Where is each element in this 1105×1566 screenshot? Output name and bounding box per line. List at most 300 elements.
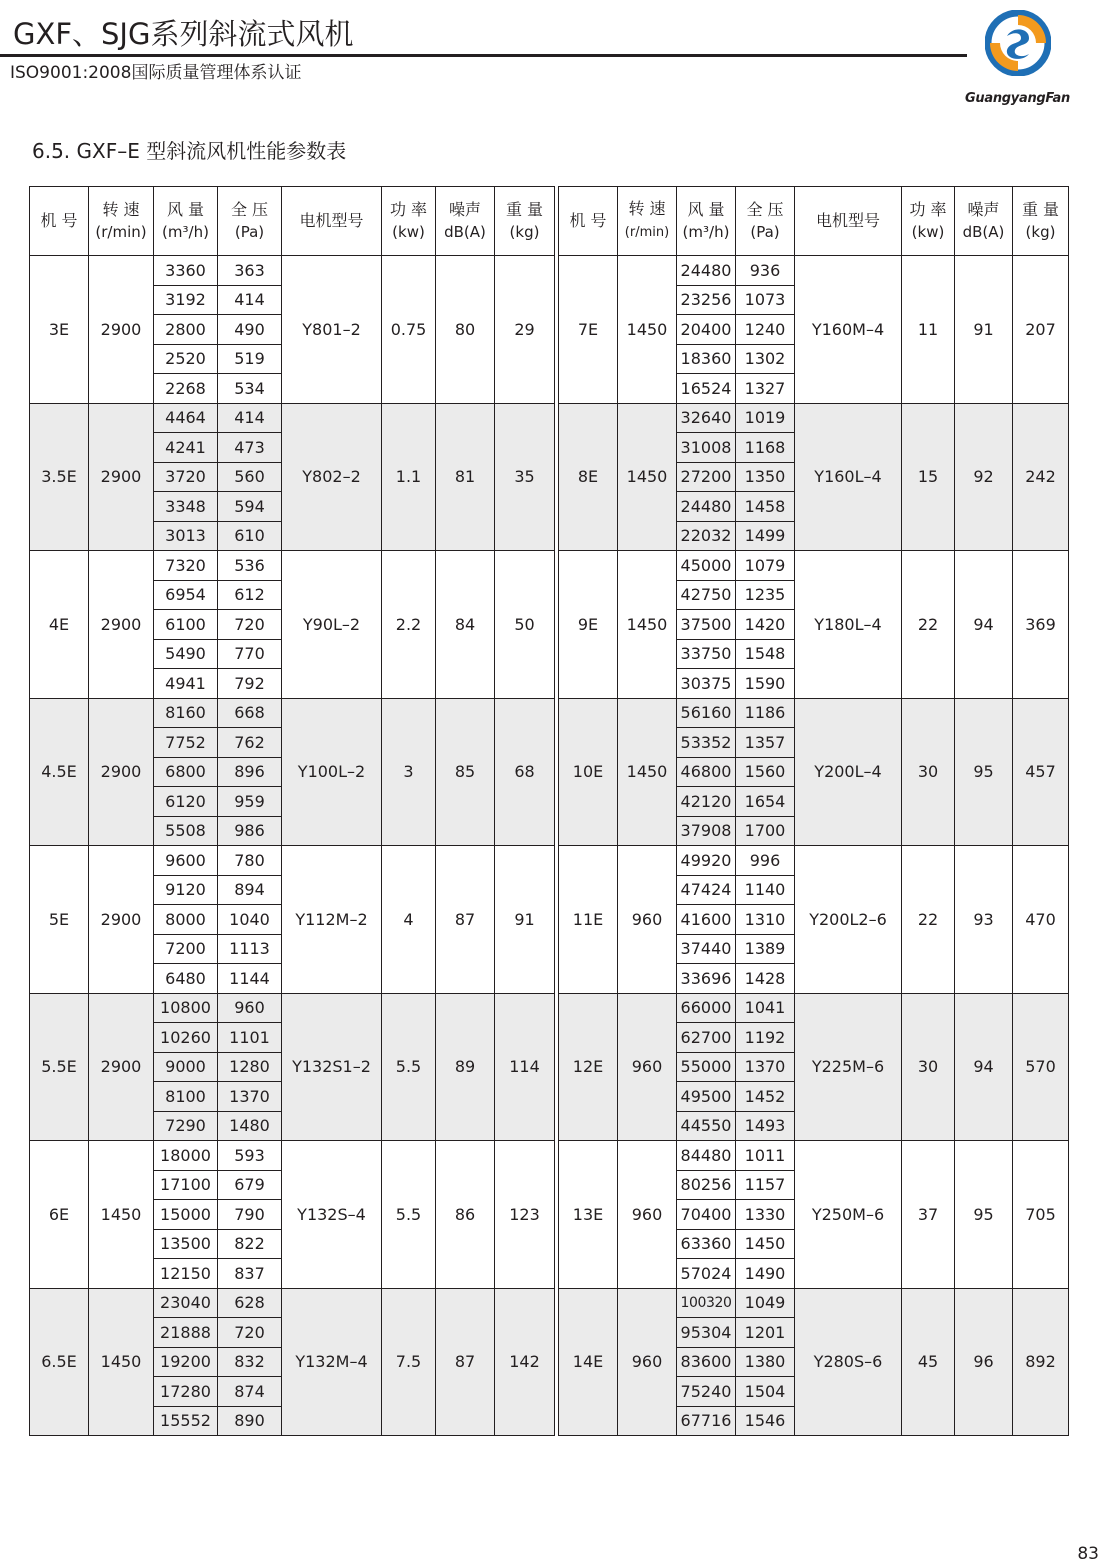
airflow-cell: 9000	[154, 1052, 218, 1082]
airflow-cell: 6954	[154, 580, 218, 610]
motor-model-cell: Y112M–2	[282, 846, 382, 994]
pressure-cell: 780	[218, 846, 282, 876]
airflow-cell: 3720	[154, 462, 218, 492]
airflow-cell: 49920	[677, 846, 736, 876]
table-row	[30, 846, 555, 876]
pressure-cell: 1654	[736, 787, 795, 817]
document-title: GXF、SJG系列斜流式风机	[13, 17, 354, 51]
pressure-cell: 1302	[736, 344, 795, 374]
table-row	[559, 1288, 1069, 1318]
airflow-cell: 7290	[154, 1111, 218, 1141]
pressure-cell: 1480	[218, 1111, 282, 1141]
pressure-cell: 1490	[736, 1259, 795, 1289]
table-row	[559, 1141, 1069, 1171]
motor-model-cell: Y225M–6	[795, 993, 902, 1141]
airflow-cell: 66000	[677, 993, 736, 1023]
pressure-cell: 890	[218, 1406, 282, 1436]
speed-cell: 960	[618, 846, 677, 994]
right-table-panel	[558, 186, 1069, 1436]
pressure-cell: 1140	[736, 875, 795, 905]
pressure-cell: 896	[218, 757, 282, 787]
airflow-cell: 20400	[677, 315, 736, 345]
airflow-cell: 18360	[677, 344, 736, 374]
pressure-cell: 593	[218, 1141, 282, 1171]
pressure-cell: 610	[218, 521, 282, 551]
table-row	[30, 1141, 555, 1171]
airflow-cell: 4464	[154, 403, 218, 433]
col-noise: 噪声 dB(A)	[955, 187, 1013, 256]
pressure-cell: 936	[736, 256, 795, 286]
col-power: 功 率 (kw)	[382, 187, 436, 256]
pressure-cell: 1504	[736, 1377, 795, 1407]
airflow-cell: 8100	[154, 1082, 218, 1112]
speed-cell: 2900	[89, 256, 154, 404]
pressure-cell: 959	[218, 787, 282, 817]
machine-no-cell: 5E	[30, 846, 89, 994]
airflow-cell: 7320	[154, 551, 218, 581]
airflow-cell: 16524	[677, 374, 736, 404]
motor-model-cell: Y100L–2	[282, 698, 382, 846]
pressure-cell: 837	[218, 1259, 282, 1289]
weight-cell: 457	[1013, 698, 1069, 846]
motor-model-cell: Y801–2	[282, 256, 382, 404]
airflow-cell: 23040	[154, 1288, 218, 1318]
pressure-cell: 1452	[736, 1082, 795, 1112]
pressure-cell: 762	[218, 728, 282, 758]
airflow-cell: 53352	[677, 728, 736, 758]
machine-no-cell: 6.5E	[30, 1288, 89, 1436]
noise-cell: 86	[436, 1141, 495, 1289]
power-cell: 4	[382, 846, 436, 994]
pressure-cell: 668	[218, 698, 282, 728]
airflow-cell: 30375	[677, 669, 736, 699]
airflow-cell: 80256	[677, 1170, 736, 1200]
machine-no-cell: 5.5E	[30, 993, 89, 1141]
airflow-cell: 10260	[154, 1023, 218, 1053]
motor-model-cell: Y160L–4	[795, 403, 902, 551]
weight-cell: 142	[495, 1288, 555, 1436]
power-cell: 7.5	[382, 1288, 436, 1436]
airflow-cell: 56160	[677, 698, 736, 728]
weight-cell: 207	[1013, 256, 1069, 404]
machine-no-cell: 6E	[30, 1141, 89, 1289]
airflow-cell: 22032	[677, 521, 736, 551]
airflow-cell: 21888	[154, 1318, 218, 1348]
table-row	[30, 698, 555, 728]
speed-cell: 1450	[618, 551, 677, 699]
pressure-cell: 1590	[736, 669, 795, 699]
col-weight: 重 量 (kg)	[1013, 187, 1069, 256]
pressure-cell: 1380	[736, 1347, 795, 1377]
col-noise: 噪声 dB(A)	[436, 187, 495, 256]
table-row	[559, 551, 1069, 581]
speed-cell: 2900	[89, 551, 154, 699]
pressure-cell: 1499	[736, 521, 795, 551]
pressure-cell: 1350	[736, 462, 795, 492]
speed-cell: 1450	[618, 698, 677, 846]
table-row	[559, 256, 1069, 286]
pressure-cell: 1041	[736, 993, 795, 1023]
pressure-cell: 832	[218, 1347, 282, 1377]
machine-no-cell: 13E	[559, 1141, 618, 1289]
airflow-cell: 2268	[154, 374, 218, 404]
airflow-cell: 3013	[154, 521, 218, 551]
noise-cell: 80	[436, 256, 495, 404]
noise-cell: 95	[955, 698, 1013, 846]
pressure-cell: 414	[218, 403, 282, 433]
airflow-cell: 17280	[154, 1377, 218, 1407]
power-cell: 22	[902, 846, 955, 994]
pressure-cell: 1327	[736, 374, 795, 404]
machine-no-cell: 10E	[559, 698, 618, 846]
airflow-cell: 4941	[154, 669, 218, 699]
pressure-cell: 560	[218, 462, 282, 492]
pressure-cell: 1079	[736, 551, 795, 581]
col-airflow: 风 量 (m³/h)	[154, 187, 218, 256]
weight-cell: 35	[495, 403, 555, 551]
col-machine-no: 机 号	[30, 187, 89, 256]
pressure-cell: 1330	[736, 1200, 795, 1230]
pressure-cell: 628	[218, 1288, 282, 1318]
speed-cell: 2900	[89, 993, 154, 1141]
right-table-body	[559, 256, 1069, 1436]
motor-model-cell: Y90L–2	[282, 551, 382, 699]
motor-model-cell: Y132S1–2	[282, 993, 382, 1141]
table-row	[30, 403, 555, 433]
noise-cell: 92	[955, 403, 1013, 551]
machine-no-cell: 7E	[559, 256, 618, 404]
col-pressure: 全 压 (Pa)	[218, 187, 282, 256]
airflow-cell: 3348	[154, 492, 218, 522]
col-speed: 转 速 (r/min)	[618, 187, 677, 256]
weight-cell: 242	[1013, 403, 1069, 551]
airflow-cell: 8160	[154, 698, 218, 728]
motor-model-cell: Y132S–4	[282, 1141, 382, 1289]
pressure-cell: 1280	[218, 1052, 282, 1082]
right-header-row	[559, 187, 1069, 256]
pressure-cell: 594	[218, 492, 282, 522]
company-logo	[955, 10, 1080, 105]
airflow-cell: 6800	[154, 757, 218, 787]
pressure-cell: 1186	[736, 698, 795, 728]
machine-no-cell: 3E	[30, 256, 89, 404]
speed-cell: 1450	[618, 403, 677, 551]
page-number: 83	[1077, 1544, 1099, 1564]
pressure-cell: 519	[218, 344, 282, 374]
airflow-cell: 13500	[154, 1229, 218, 1259]
certification-subtitle: ISO9001:2008国际质量管理体系认证	[10, 63, 302, 83]
noise-cell: 87	[436, 846, 495, 994]
weight-cell: 123	[495, 1141, 555, 1289]
pressure-cell: 894	[218, 875, 282, 905]
machine-no-cell: 11E	[559, 846, 618, 994]
airflow-cell: 9120	[154, 875, 218, 905]
pressure-cell: 792	[218, 669, 282, 699]
airflow-cell: 63360	[677, 1229, 736, 1259]
airflow-cell: 32640	[677, 403, 736, 433]
airflow-cell: 7200	[154, 934, 218, 964]
power-cell: 2.2	[382, 551, 436, 699]
pressure-cell: 1011	[736, 1141, 795, 1171]
airflow-cell: 18000	[154, 1141, 218, 1171]
table-row	[559, 698, 1069, 728]
motor-model-cell: Y280S–6	[795, 1288, 902, 1436]
pressure-cell: 1019	[736, 403, 795, 433]
left-table-body	[30, 256, 555, 1436]
airflow-cell: 45000	[677, 551, 736, 581]
airflow-cell: 24480	[677, 492, 736, 522]
speed-cell: 1450	[89, 1141, 154, 1289]
noise-cell: 94	[955, 551, 1013, 699]
power-cell: 11	[902, 256, 955, 404]
pressure-cell: 1049	[736, 1288, 795, 1318]
power-cell: 3	[382, 698, 436, 846]
airflow-cell: 3360	[154, 256, 218, 286]
airflow-cell: 27200	[677, 462, 736, 492]
speed-cell: 2900	[89, 403, 154, 551]
pressure-cell: 1235	[736, 580, 795, 610]
left-table-panel	[29, 186, 555, 1436]
pressure-cell: 1168	[736, 433, 795, 463]
airflow-cell: 5508	[154, 816, 218, 846]
airflow-cell: 83600	[677, 1347, 736, 1377]
table-row	[559, 993, 1069, 1023]
machine-no-cell: 14E	[559, 1288, 618, 1436]
speed-cell: 960	[618, 1288, 677, 1436]
col-motor: 电机型号	[282, 187, 382, 256]
airflow-cell: 33750	[677, 639, 736, 669]
pressure-cell: 536	[218, 551, 282, 581]
motor-model-cell: Y180L–4	[795, 551, 902, 699]
weight-cell: 91	[495, 846, 555, 994]
power-cell: 37	[902, 1141, 955, 1289]
performance-table	[29, 186, 1068, 1437]
pressure-cell: 720	[218, 610, 282, 640]
airflow-cell: 19200	[154, 1347, 218, 1377]
motor-model-cell: Y200L–4	[795, 698, 902, 846]
power-cell: 15	[902, 403, 955, 551]
airflow-cell: 31008	[677, 433, 736, 463]
col-motor: 电机型号	[795, 187, 902, 256]
weight-cell: 29	[495, 256, 555, 404]
airflow-cell: 2800	[154, 315, 218, 345]
noise-cell: 94	[955, 993, 1013, 1141]
weight-cell: 570	[1013, 993, 1069, 1141]
airflow-cell: 2520	[154, 344, 218, 374]
airflow-cell: 37908	[677, 816, 736, 846]
pressure-cell: 720	[218, 1318, 282, 1348]
weight-cell: 114	[495, 993, 555, 1141]
speed-cell: 1450	[618, 256, 677, 404]
noise-cell: 96	[955, 1288, 1013, 1436]
table-row	[559, 846, 1069, 876]
airflow-cell: 84480	[677, 1141, 736, 1171]
weight-cell: 705	[1013, 1141, 1069, 1289]
pressure-cell: 986	[218, 816, 282, 846]
speed-cell: 2900	[89, 698, 154, 846]
pressure-cell: 1113	[218, 934, 282, 964]
pressure-cell: 1370	[736, 1052, 795, 1082]
motor-model-cell: Y160M–4	[795, 256, 902, 404]
weight-cell: 68	[495, 698, 555, 846]
airflow-cell: 4241	[154, 433, 218, 463]
airflow-cell: 6120	[154, 787, 218, 817]
airflow-cell: 67716	[677, 1406, 736, 1436]
pressure-cell: 1458	[736, 492, 795, 522]
airflow-cell: 12150	[154, 1259, 218, 1289]
col-speed: 转 速 (r/min)	[89, 187, 154, 256]
pressure-cell: 1493	[736, 1111, 795, 1141]
noise-cell: 85	[436, 698, 495, 846]
airflow-cell: 23256	[677, 285, 736, 315]
header-rule	[0, 54, 967, 57]
pressure-cell: 1040	[218, 905, 282, 935]
airflow-cell: 44550	[677, 1111, 736, 1141]
motor-model-cell: Y200L2–6	[795, 846, 902, 994]
airflow-cell: 57024	[677, 1259, 736, 1289]
machine-no-cell: 4.5E	[30, 698, 89, 846]
pressure-cell: 1370	[218, 1082, 282, 1112]
table-row	[30, 1288, 555, 1318]
power-cell: 22	[902, 551, 955, 699]
pressure-cell: 363	[218, 256, 282, 286]
weight-cell: 470	[1013, 846, 1069, 994]
machine-no-cell: 4E	[30, 551, 89, 699]
power-cell: 30	[902, 698, 955, 846]
table-row	[559, 403, 1069, 433]
noise-cell: 95	[955, 1141, 1013, 1289]
speed-cell: 2900	[89, 846, 154, 994]
pressure-cell: 490	[218, 315, 282, 345]
airflow-cell: 42750	[677, 580, 736, 610]
pressure-cell: 1700	[736, 816, 795, 846]
airflow-cell: 17100	[154, 1170, 218, 1200]
airflow-cell: 47424	[677, 875, 736, 905]
noise-cell: 93	[955, 846, 1013, 994]
noise-cell: 87	[436, 1288, 495, 1436]
airflow-cell: 8000	[154, 905, 218, 935]
power-cell: 30	[902, 993, 955, 1141]
pressure-cell: 1201	[736, 1318, 795, 1348]
pressure-cell: 1144	[218, 964, 282, 994]
col-airflow: 风 量 (m³/h)	[677, 187, 736, 256]
pressure-cell: 1548	[736, 639, 795, 669]
power-cell: 1.1	[382, 403, 436, 551]
noise-cell: 89	[436, 993, 495, 1141]
motor-model-cell: Y802–2	[282, 403, 382, 551]
power-cell: 5.5	[382, 993, 436, 1141]
swirl-logo-icon	[985, 10, 1051, 76]
pressure-cell: 1192	[736, 1023, 795, 1053]
col-machine-no: 机 号	[559, 187, 618, 256]
machine-no-cell: 3.5E	[30, 403, 89, 551]
col-weight: 重 量 (kg)	[495, 187, 555, 256]
power-cell: 0.75	[382, 256, 436, 404]
weight-cell: 369	[1013, 551, 1069, 699]
airflow-cell: 62700	[677, 1023, 736, 1053]
left-header-row	[30, 187, 555, 256]
power-cell: 45	[902, 1288, 955, 1436]
pressure-cell: 770	[218, 639, 282, 669]
pressure-cell: 1546	[736, 1406, 795, 1436]
pressure-cell: 1357	[736, 728, 795, 758]
pressure-cell: 534	[218, 374, 282, 404]
speed-cell: 960	[618, 1141, 677, 1289]
speed-cell: 1450	[89, 1288, 154, 1436]
pressure-cell: 1073	[736, 285, 795, 315]
col-power: 功 率 (kw)	[902, 187, 955, 256]
airflow-cell: 46800	[677, 757, 736, 787]
airflow-cell: 37440	[677, 934, 736, 964]
airflow-cell: 100320	[677, 1288, 736, 1318]
airflow-cell: 55000	[677, 1052, 736, 1082]
airflow-cell: 24480	[677, 256, 736, 286]
noise-cell: 91	[955, 256, 1013, 404]
airflow-cell: 3192	[154, 285, 218, 315]
pressure-cell: 1420	[736, 610, 795, 640]
airflow-cell: 33696	[677, 964, 736, 994]
pressure-cell: 612	[218, 580, 282, 610]
page-header	[0, 0, 1105, 110]
pressure-cell: 790	[218, 1200, 282, 1230]
airflow-cell: 42120	[677, 787, 736, 817]
pressure-cell: 822	[218, 1229, 282, 1259]
pressure-cell: 1157	[736, 1170, 795, 1200]
airflow-cell: 6480	[154, 964, 218, 994]
pressure-cell: 1560	[736, 757, 795, 787]
airflow-cell: 5490	[154, 639, 218, 669]
airflow-cell: 15000	[154, 1200, 218, 1230]
table-row	[30, 993, 555, 1023]
airflow-cell: 49500	[677, 1082, 736, 1112]
airflow-cell: 75240	[677, 1377, 736, 1407]
weight-cell: 892	[1013, 1288, 1069, 1436]
airflow-cell: 9600	[154, 846, 218, 876]
pressure-cell: 414	[218, 285, 282, 315]
noise-cell: 81	[436, 403, 495, 551]
pressure-cell: 1389	[736, 934, 795, 964]
noise-cell: 84	[436, 551, 495, 699]
airflow-cell: 7752	[154, 728, 218, 758]
airflow-cell: 10800	[154, 993, 218, 1023]
airflow-cell: 15552	[154, 1406, 218, 1436]
airflow-cell: 41600	[677, 905, 736, 935]
col-pressure: 全 压 (Pa)	[736, 187, 795, 256]
pressure-cell: 1240	[736, 315, 795, 345]
section-heading: 6.5. GXF–E 型斜流风机性能参数表	[32, 139, 347, 163]
pressure-cell: 960	[218, 993, 282, 1023]
motor-model-cell: Y250M–6	[795, 1141, 902, 1289]
motor-model-cell: Y132M–4	[282, 1288, 382, 1436]
pressure-cell: 679	[218, 1170, 282, 1200]
weight-cell: 50	[495, 551, 555, 699]
power-cell: 5.5	[382, 1141, 436, 1289]
pressure-cell: 1310	[736, 905, 795, 935]
airflow-cell: 70400	[677, 1200, 736, 1230]
airflow-cell: 37500	[677, 610, 736, 640]
table-row	[30, 551, 555, 581]
airflow-cell: 6100	[154, 610, 218, 640]
speed-cell: 960	[618, 993, 677, 1141]
pressure-cell: 1450	[736, 1229, 795, 1259]
machine-no-cell: 9E	[559, 551, 618, 699]
table-row	[30, 256, 555, 286]
logo-wordmark: GuangyangFan	[965, 91, 1070, 106]
pressure-cell: 1101	[218, 1023, 282, 1053]
pressure-cell: 996	[736, 846, 795, 876]
pressure-cell: 1428	[736, 964, 795, 994]
airflow-cell: 95304	[677, 1318, 736, 1348]
